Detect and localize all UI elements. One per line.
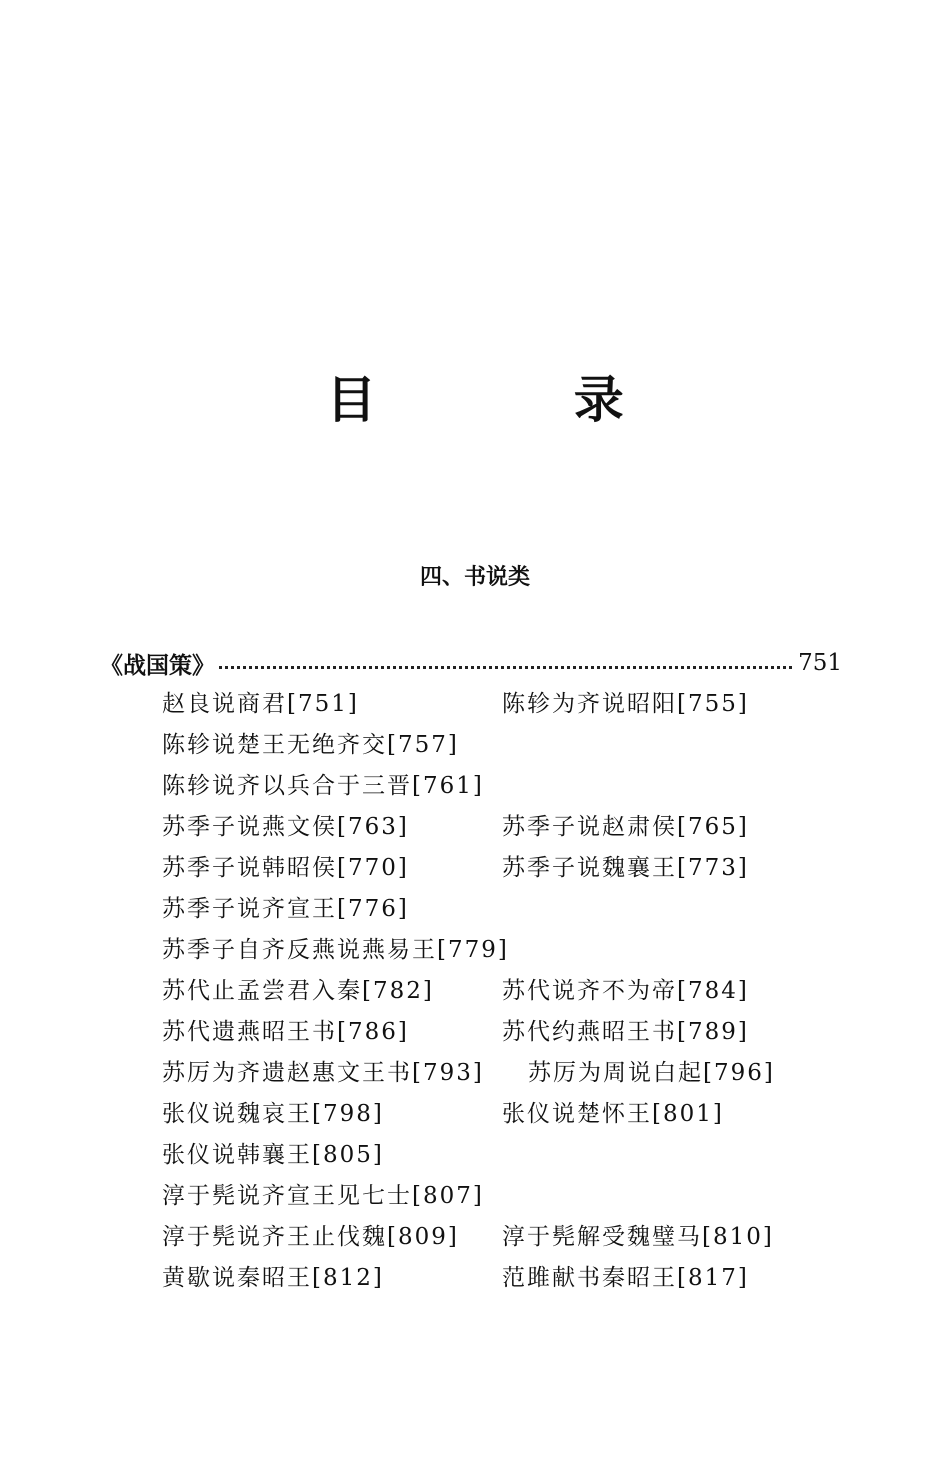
toc-entry: 张仪说魏哀王[798] bbox=[162, 1101, 384, 1127]
toc-entry: 苏季子说魏襄王[773] bbox=[502, 855, 749, 881]
toc-row bbox=[162, 1012, 862, 1053]
toc-row bbox=[162, 1176, 862, 1217]
toc-entry: 苏季子说齐宣王[776] bbox=[162, 896, 409, 922]
toc-entry: 赵良说商君[751] bbox=[162, 691, 359, 717]
toc-row bbox=[162, 1258, 862, 1299]
toc-entry: 苏代遗燕昭王书[786] bbox=[162, 1019, 409, 1045]
toc-row bbox=[162, 889, 862, 930]
book-page-number: 751 bbox=[798, 650, 842, 676]
toc-entry: 范雎献书秦昭王[817] bbox=[502, 1265, 749, 1291]
toc-entry: 陈轸为齐说昭阳[755] bbox=[502, 691, 749, 717]
toc-row bbox=[162, 848, 862, 889]
toc-entry: 陈轸说齐以兵合于三晋[761] bbox=[162, 773, 484, 799]
book-title: 《战国策》 bbox=[100, 652, 215, 679]
toc-entry: 淳于髡说齐王止伐魏[809] bbox=[162, 1224, 459, 1250]
toc-book-entry bbox=[100, 646, 842, 680]
toc-entry: 苏季子说赵肃侯[765] bbox=[502, 814, 749, 840]
toc-entries bbox=[162, 684, 862, 1299]
section-heading: 四、书说类 bbox=[419, 565, 530, 590]
dot-leader bbox=[219, 666, 792, 669]
page-title: 目 录 bbox=[326, 371, 714, 429]
toc-entry: 陈轸说楚王无绝齐交[757] bbox=[162, 732, 459, 758]
toc-row bbox=[162, 684, 862, 725]
toc-entry: 淳于髡解受魏璧马[810] bbox=[502, 1224, 774, 1250]
toc-entry: 苏代止孟尝君入秦[782] bbox=[162, 978, 434, 1004]
toc-row bbox=[162, 1217, 862, 1258]
toc-row bbox=[162, 1094, 862, 1135]
toc-row bbox=[162, 725, 862, 766]
toc-entry: 苏代约燕昭王书[789] bbox=[502, 1019, 749, 1045]
toc-entry: 黄歇说秦昭王[812] bbox=[162, 1265, 384, 1291]
toc-entry: 张仪说楚怀王[801] bbox=[502, 1101, 724, 1127]
toc-entry: 苏厉为周说白起[796] bbox=[528, 1060, 775, 1086]
toc-row bbox=[162, 1053, 862, 1094]
toc-entry: 苏代说齐不为帝[784] bbox=[502, 978, 749, 1004]
toc-entry: 苏季子说韩昭侯[770] bbox=[162, 855, 409, 881]
toc-row bbox=[162, 766, 862, 807]
toc-row bbox=[162, 807, 862, 848]
toc-row bbox=[162, 1135, 862, 1176]
toc-row bbox=[162, 930, 862, 971]
toc-entry: 张仪说韩襄王[805] bbox=[162, 1142, 384, 1168]
toc-row bbox=[162, 971, 862, 1012]
toc-entry: 淳于髡说齐宣王见七士[807] bbox=[162, 1183, 484, 1209]
toc-entry: 苏季子说燕文侯[763] bbox=[162, 814, 409, 840]
toc-entry: 苏季子自齐反燕说燕易王[779] bbox=[162, 937, 509, 963]
toc-entry: 苏厉为齐遗赵惠文王书[793] bbox=[162, 1060, 484, 1086]
